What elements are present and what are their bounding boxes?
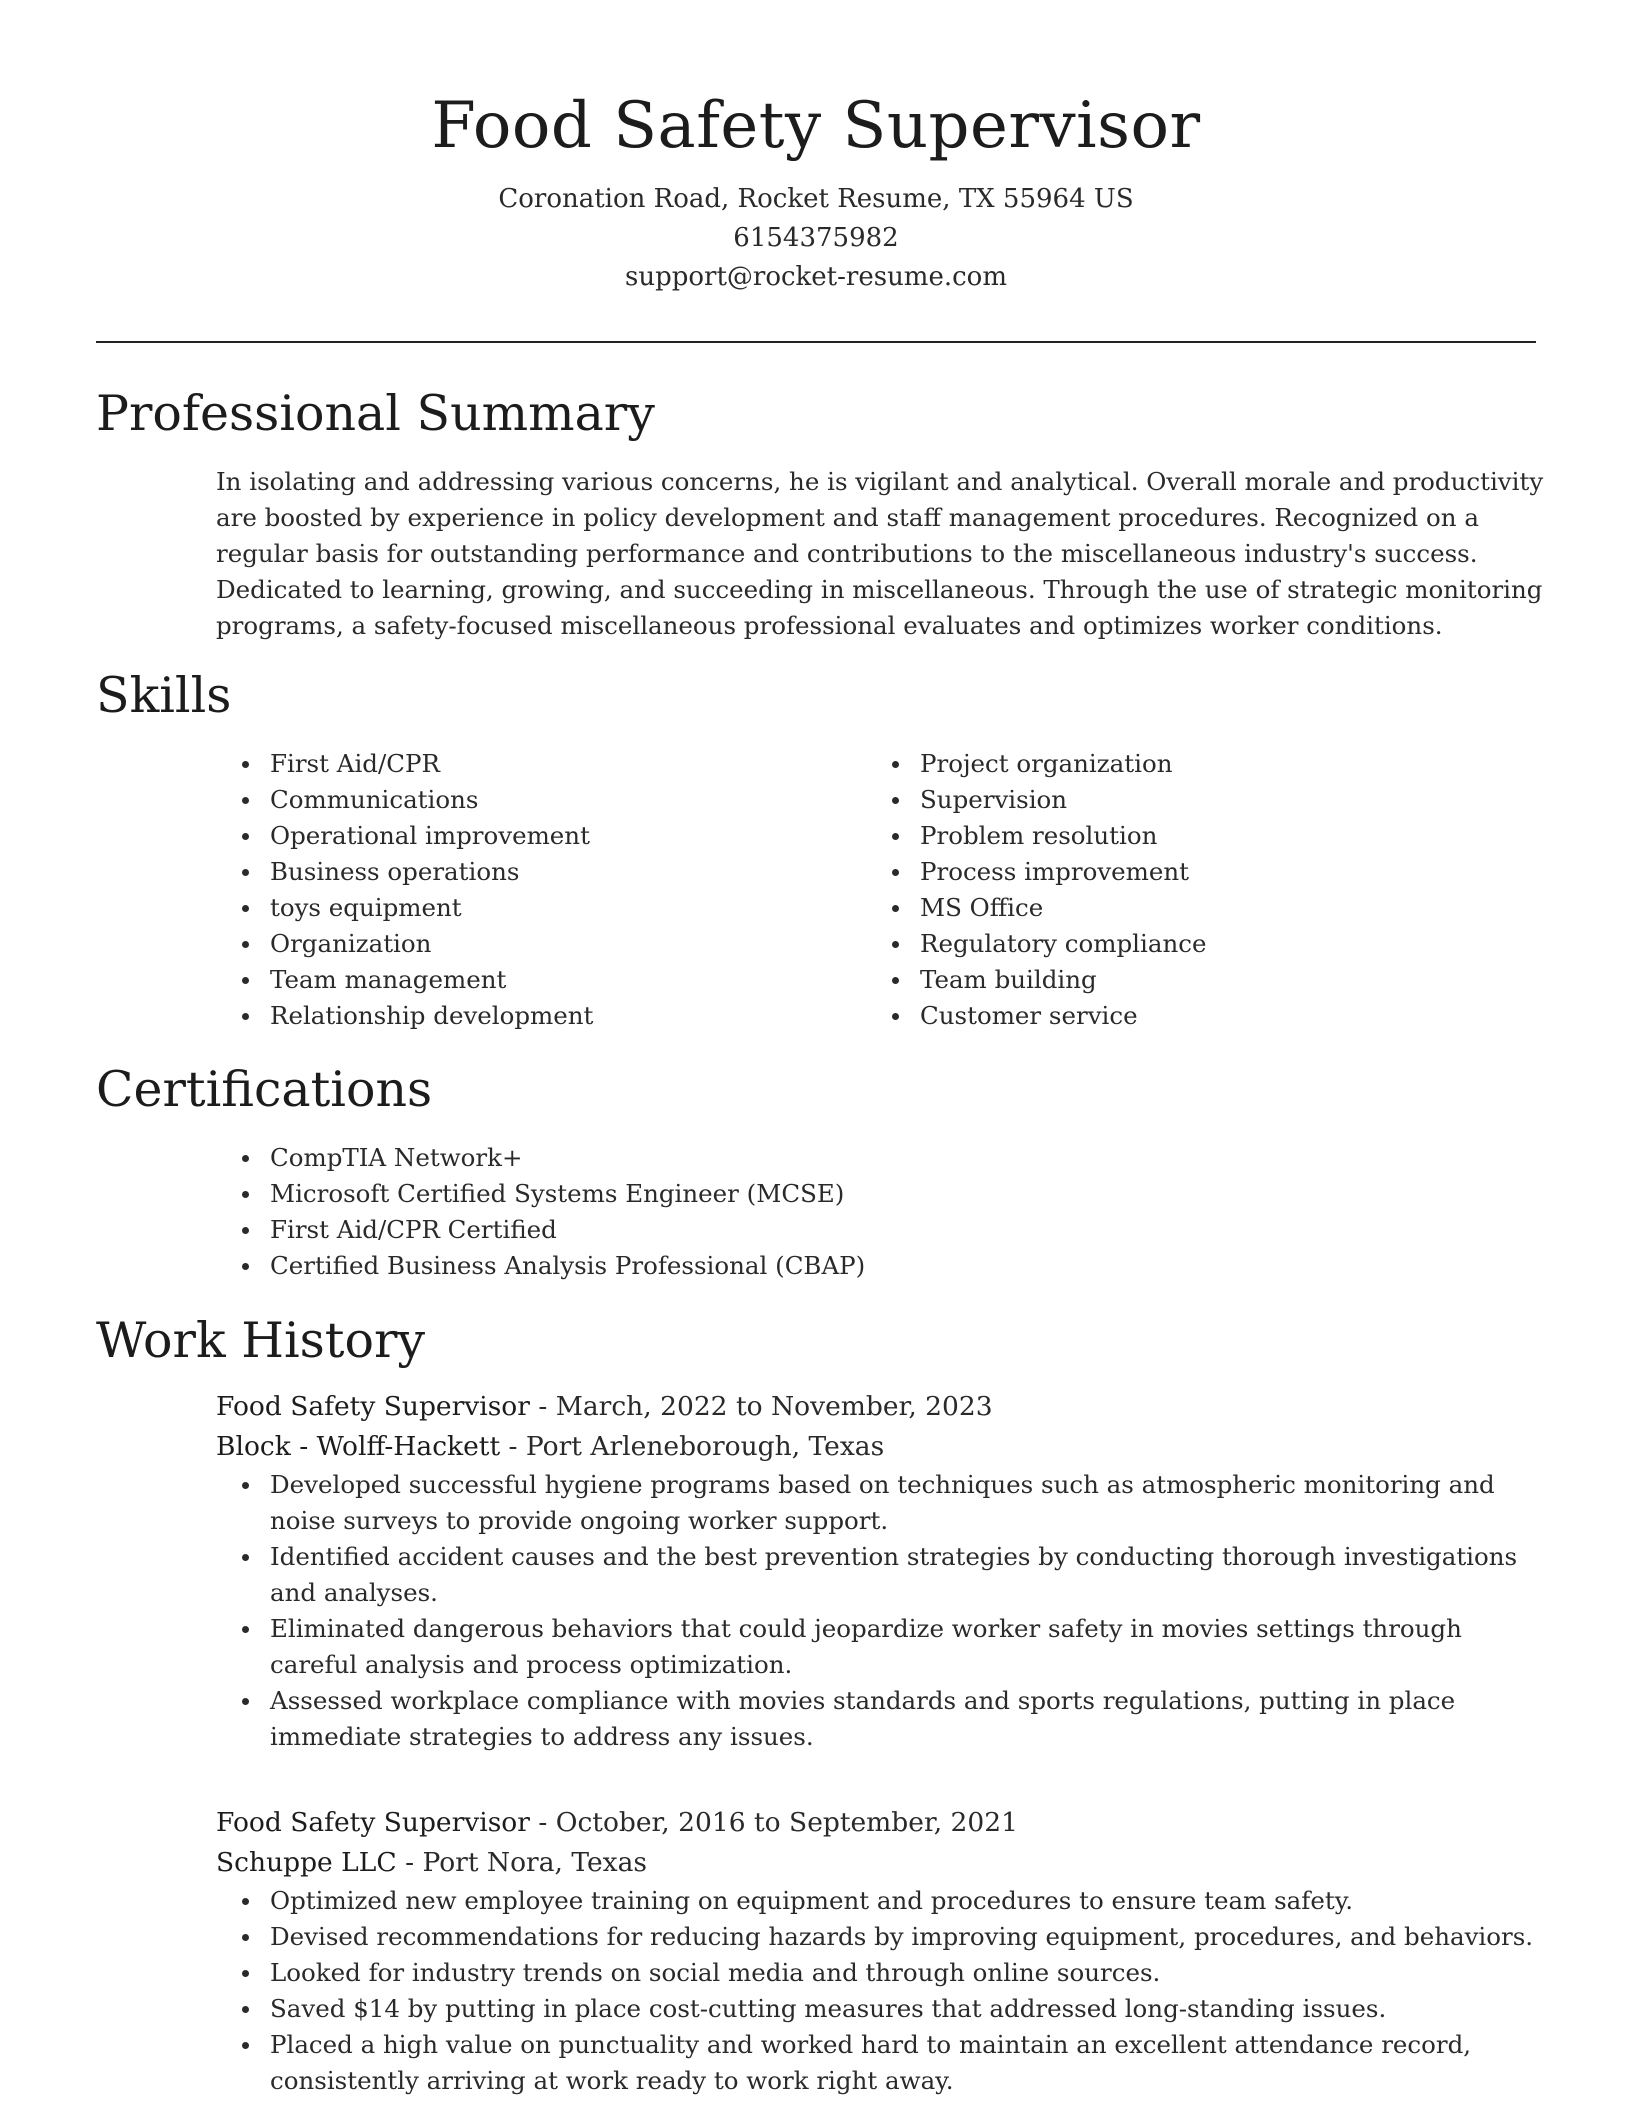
job-bullets	[226, 1467, 1546, 1755]
certifications-heading: Certifications	[96, 1061, 433, 1118]
contact-block	[96, 180, 1536, 297]
job-entry	[216, 1387, 1546, 1755]
job-bullet: Developed successful hygiene programs based on techniques such as atmospheric monitoring and noise surveys to provide ongoing worker support.	[226, 1467, 1546, 1539]
contact-phone: 6154375982	[733, 223, 899, 253]
certification-item: Certified Business Analysis Professional (CBAP)	[226, 1248, 1426, 1284]
job-company-line	[216, 1843, 1546, 1883]
header-divider	[96, 341, 1536, 343]
skill-item: toys equipment	[226, 890, 826, 926]
job-location: - Port Arleneborough, Texas	[500, 1431, 885, 1462]
job-dates: - October, 2016 to September, 2021	[529, 1807, 1019, 1838]
certifications-list	[226, 1140, 1426, 1284]
job-company: Schuppe LLC	[216, 1847, 397, 1878]
job-bullet: Looked for industry trends on social media and through online sources.	[226, 1955, 1546, 1991]
certifications-block	[226, 1140, 1426, 1284]
job-dates: - March, 2022 to November, 2023	[529, 1391, 993, 1422]
resume-page	[96, 0, 1544, 2095]
summary-heading: Professional Summary	[96, 385, 655, 442]
contact-address: Coronation Road, Rocket Resume, TX 55964 US	[498, 184, 1134, 214]
job-entry	[216, 1803, 1546, 2099]
skill-item: Relationship development	[226, 998, 826, 1034]
job-bullet: Optimized new employee training on equipment and procedures to ensure team safety.	[226, 1883, 1546, 1919]
job-bullet: Identified accident causes and the best prevention strategies by conducting thorough investigations and analyses.	[226, 1539, 1546, 1611]
skills-column-left	[226, 746, 826, 1034]
job-role: Food Safety Supervisor	[216, 1807, 530, 1838]
job-title-line	[216, 1387, 1546, 1427]
job-title-line	[216, 1803, 1546, 1843]
job-company: Block - Wolff-Hackett	[216, 1431, 501, 1462]
work-history-heading: Work History	[96, 1312, 426, 1369]
skills-list-left	[226, 746, 826, 1034]
skills-heading: Skills	[96, 667, 232, 724]
skill-item: MS Office	[876, 890, 1476, 926]
skill-item: Team building	[876, 962, 1476, 998]
skill-item: Communications	[226, 782, 826, 818]
certification-item: First Aid/CPR Certified	[226, 1212, 1426, 1248]
job-company-line	[216, 1427, 1546, 1467]
job-bullet: Assessed workplace compliance with movies standards and sports regulations, putting in place immediate strategies to address any issues.	[226, 1683, 1546, 1755]
skill-item: First Aid/CPR	[226, 746, 826, 782]
skill-item: Problem resolution	[876, 818, 1476, 854]
job-bullet: Devised recommendations for reducing hazards by improving equipment, procedures, and behaviors.	[226, 1919, 1546, 1955]
job-bullet: Saved $14 by putting in place cost-cutting measures that addressed long-standing issues.	[226, 1991, 1546, 2027]
skill-item: Operational improvement	[226, 818, 826, 854]
job-location: - Port Nora, Texas	[396, 1847, 647, 1878]
job-bullet: Eliminated dangerous behaviors that could jeopardize worker safety in movies settings through careful analysis and process optimization.	[226, 1611, 1546, 1683]
skill-item: Regulatory compliance	[876, 926, 1476, 962]
skill-item: Supervision	[876, 782, 1476, 818]
job-bullets	[226, 1883, 1546, 2099]
skill-item: Process improvement	[876, 854, 1476, 890]
skills-list-right	[876, 746, 1476, 1034]
job-role: Food Safety Supervisor	[216, 1391, 530, 1422]
certification-item: Microsoft Certified Systems Engineer (MCSE)	[226, 1176, 1426, 1212]
skill-item: Business operations	[226, 854, 826, 890]
summary-text: In isolating and addressing various concerns, he is vigilant and analytical. Overall morale and productivity are boosted by experience in policy development and staff management procedures. Recognized on a regular basis for outstanding performance and contributions to the miscellaneous industry's success. Dedicated to learning, growing, and succeeding in miscellaneous. Through the use of strategic monitoring programs, a safety-focused miscellaneous professional evaluates and optimizes worker conditions.	[216, 467, 1544, 640]
skill-item: Customer service	[876, 998, 1476, 1034]
skill-item: Organization	[226, 926, 826, 962]
skills-column-right	[876, 746, 1476, 1034]
contact-email: support@rocket-resume.com	[624, 262, 1007, 292]
candidate-name: Food Safety Supervisor	[431, 89, 1201, 163]
job-bullet: Placed a high value on punctuality and worked hard to maintain an excellent attendance record, consistently arriving at work ready to work right away.	[226, 2027, 1546, 2099]
certification-item: CompTIA Network+	[226, 1140, 1426, 1176]
skill-item: Project organization	[876, 746, 1476, 782]
skill-item: Team management	[226, 962, 826, 998]
